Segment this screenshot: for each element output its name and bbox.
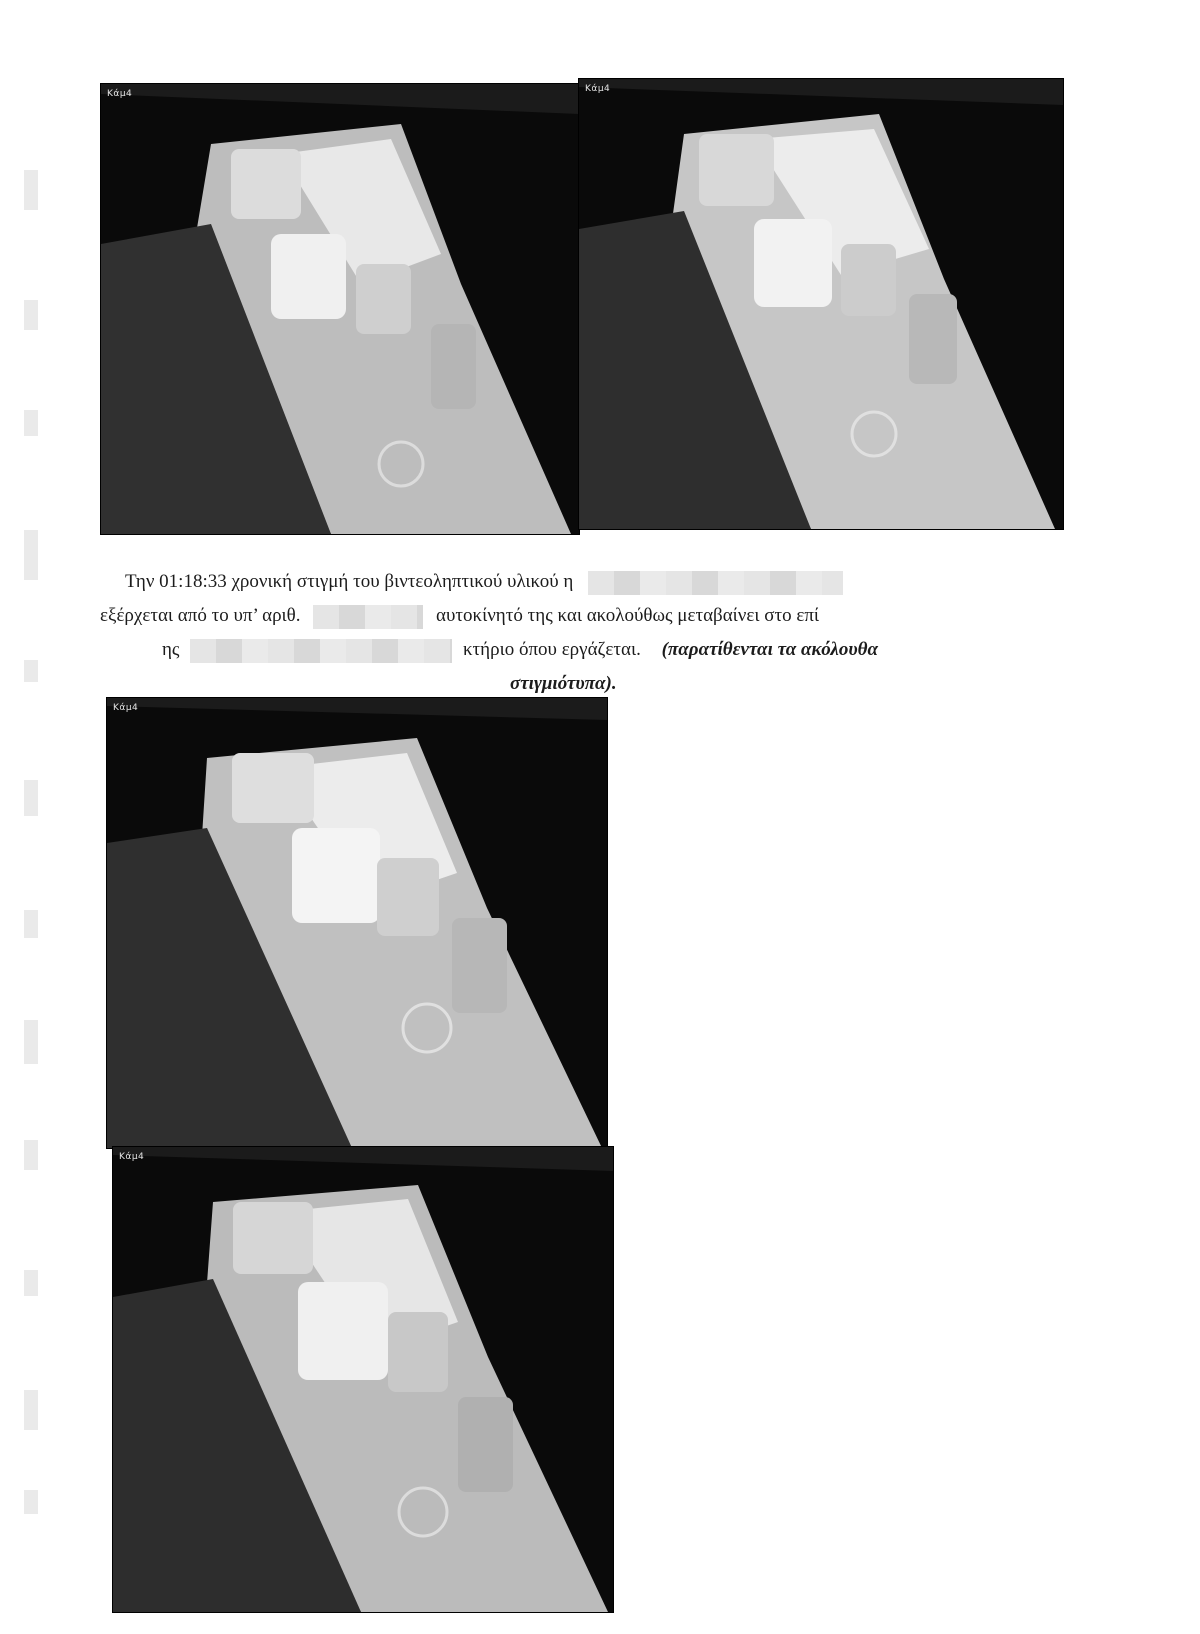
cctv-still-2 [578,78,1064,530]
camera-label: Κάμ4 [107,89,133,99]
camera-label: Κάμ4 [113,703,139,713]
caption-text: εξέρχεται από το υπ’ αριθ. [100,605,301,626]
caption-note: (παρατίθενται τα ακόλουθα [661,639,878,660]
camera-label: Κάμ4 [585,84,611,94]
cctv-still-1 [100,83,580,535]
caption-text: αυτοκίνητό της και ακολούθως μεταβαίνει στο επί [436,605,820,626]
redaction-block [588,571,843,595]
caption-text: κτήριο όπου εργάζεται. [462,639,641,660]
camera-label: Κάμ4 [119,1152,145,1162]
caption-line-4 [100,667,1090,701]
caption-line-1 [100,565,1090,599]
redaction-block [190,639,452,663]
caption-note: στιγμιότυπα). [510,673,617,694]
caption-text: ης [162,639,180,660]
caption-text: Την 01:18:33 χρονική στιγμή του βιντεοληπτικού υλικού η [125,571,574,592]
caption-line-3 [100,633,1090,667]
redaction-block [313,605,423,629]
cctv-still-4 [112,1146,614,1613]
caption-paragraph [100,565,1090,701]
caption-line-2 [100,599,1090,633]
scan-margin-artifacts [18,140,48,1540]
cctv-still-3 [106,697,608,1149]
